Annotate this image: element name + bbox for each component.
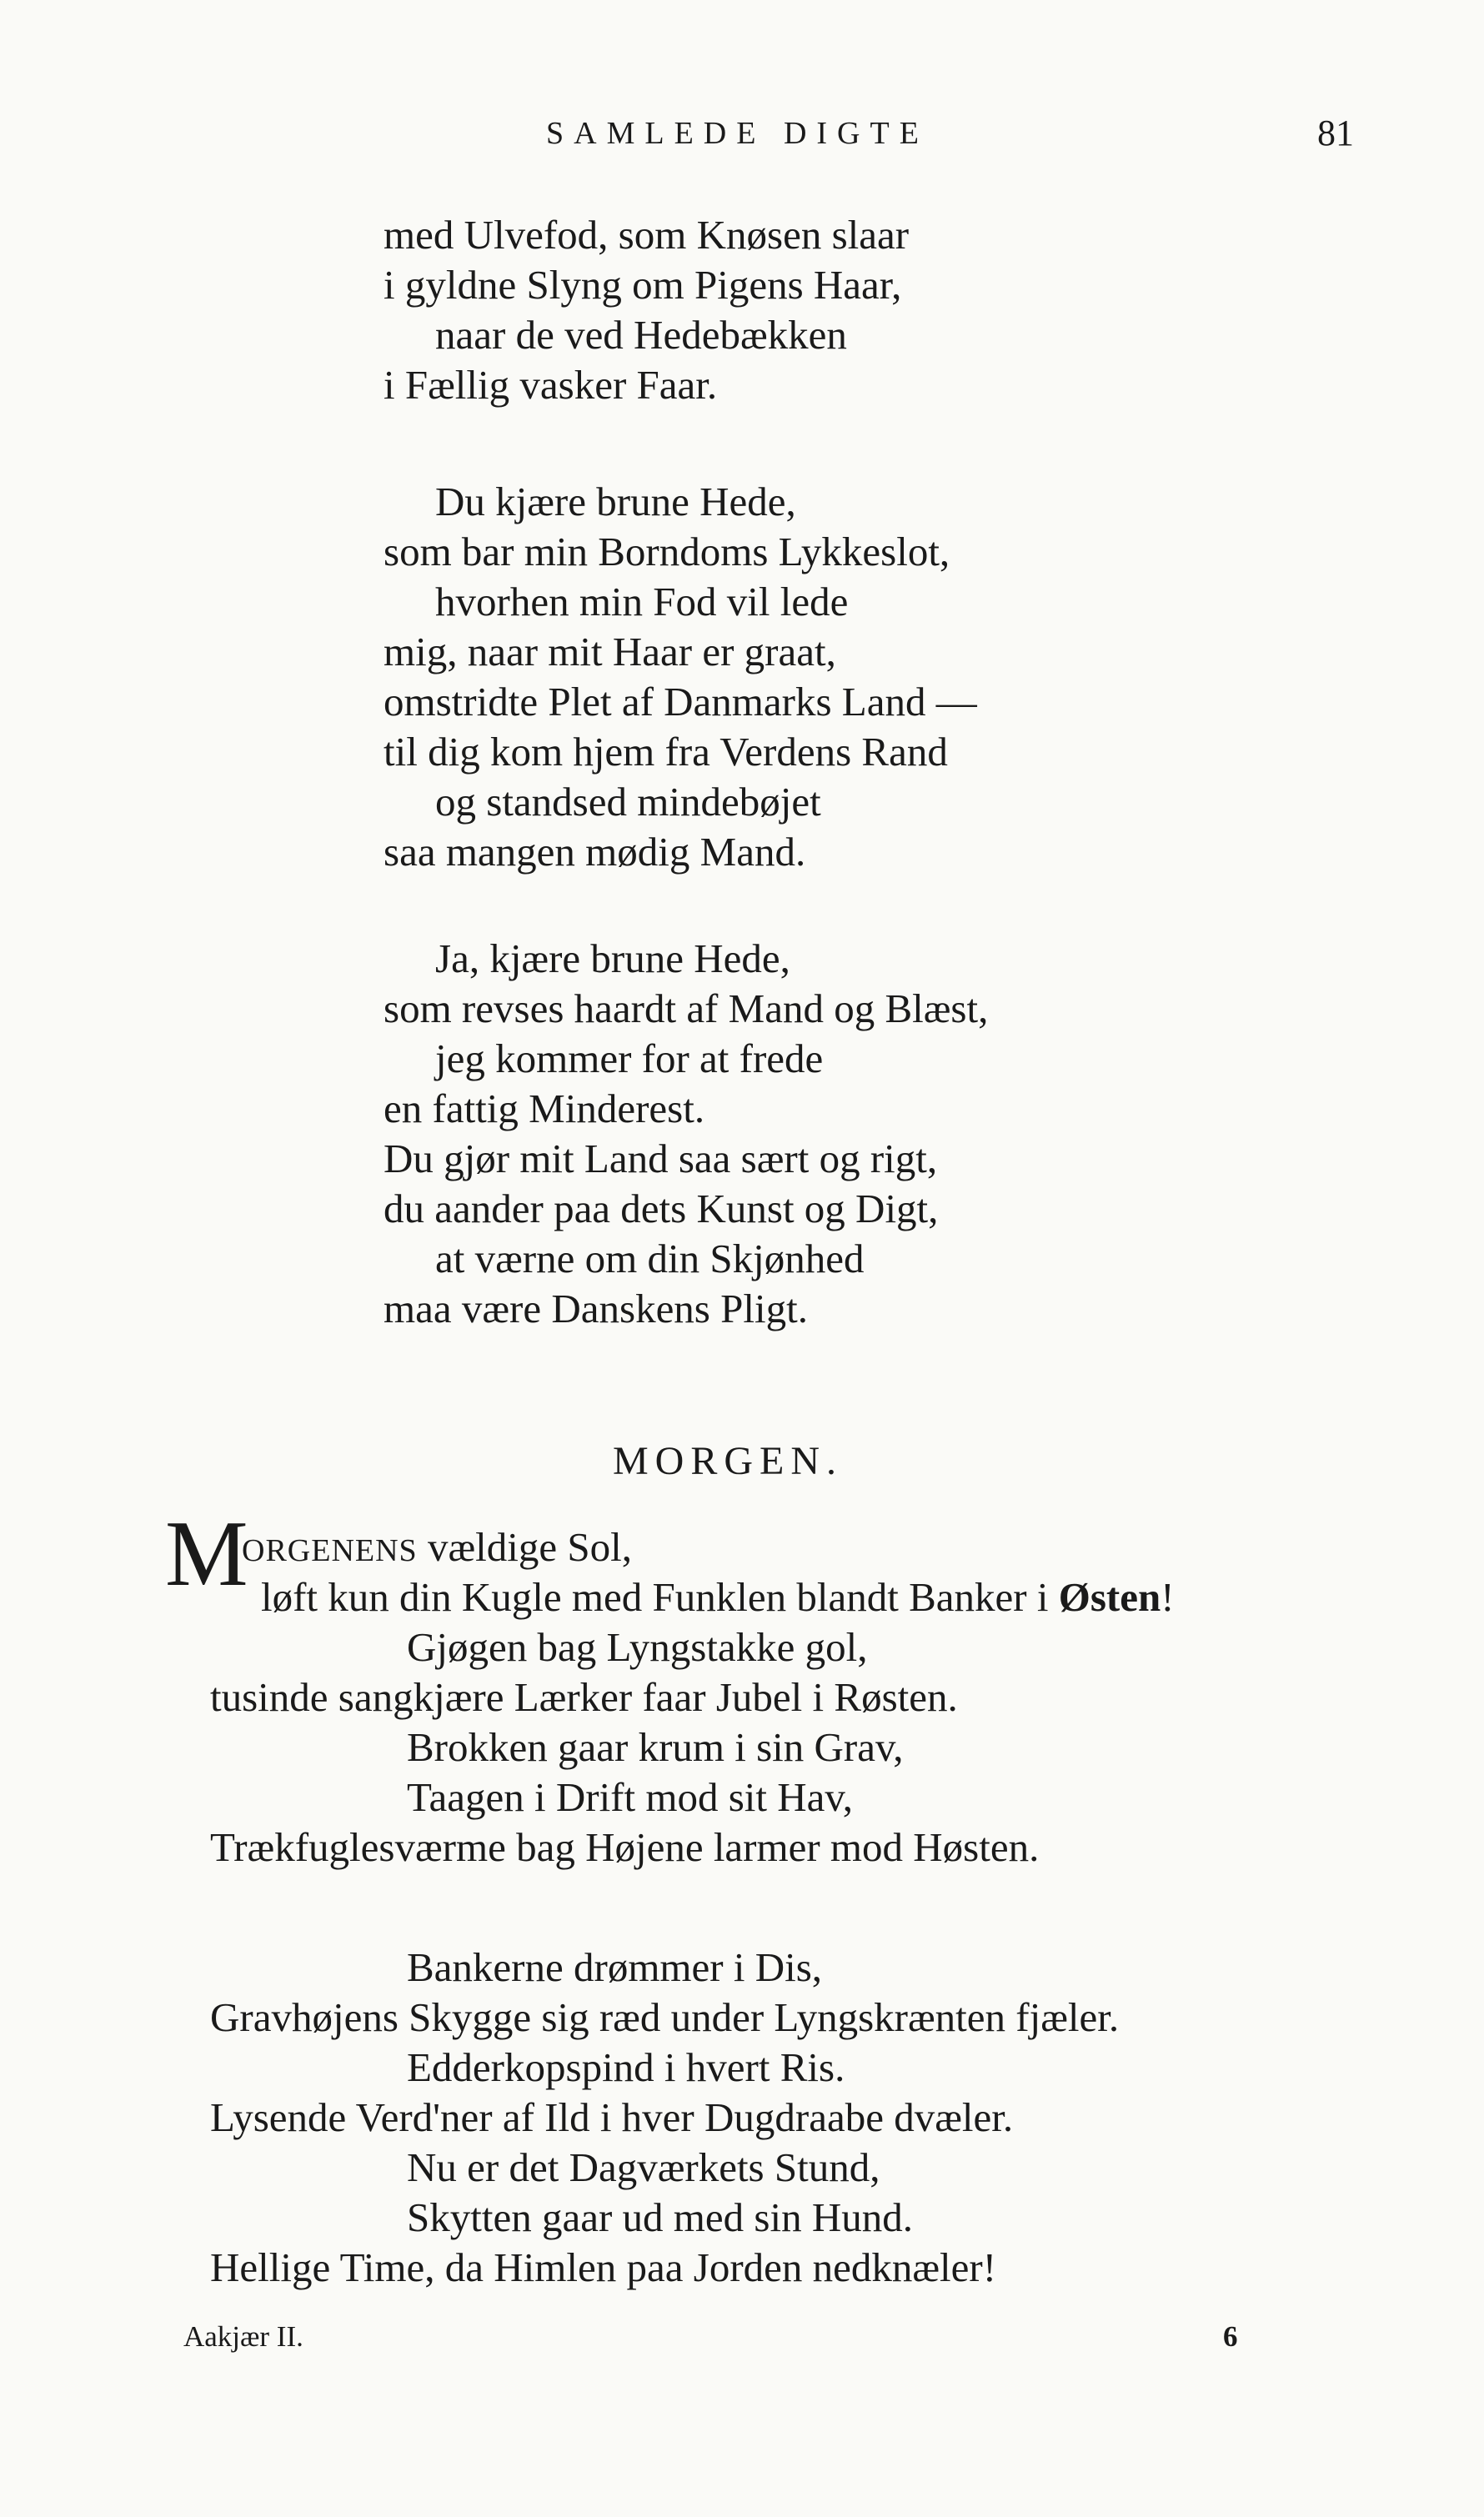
poem-line: Skytten gaar ud med sin Hund.	[407, 2194, 913, 2240]
poem-line: at værne om din Skjønhed	[435, 1236, 865, 1281]
poem-line: naar de ved Hedebækken	[435, 312, 847, 358]
poem-line: Gjøgen bag Lyngstakke gol,	[407, 1624, 868, 1670]
first-word-small-caps: ORGENENS	[242, 1533, 418, 1568]
poem-line: Bankerne drømmer i Dis,	[407, 1944, 823, 1990]
poem-line: Nu er det Dagværkets Stund,	[407, 2144, 880, 2190]
poem-line: Hellige Time, da Himlen paa Jorden nedknæler!	[210, 2244, 997, 2290]
line-text: løft kun din Kugle med Funklen blandt Banker i	[261, 1574, 1059, 1620]
bold-word: Østen	[1058, 1574, 1161, 1620]
footer-signature: Aakjær II.	[183, 2320, 303, 2353]
poem-line: maa være Danskens Pligt.	[384, 1286, 808, 1331]
poem-line: Ja, kjære brune Hede,	[435, 935, 790, 981]
poem-line: Trækfuglesværme bag Højene larmer mod Høsten.	[210, 1824, 1040, 1870]
poem-line: en fattig Minderest.	[384, 1086, 705, 1131]
poem-line-first	[242, 1522, 632, 1572]
poem-line: Gravhøjens Skygge sig ræd under Lyngskrænten fjæler.	[210, 1994, 1120, 2040]
poem-line: Taagen i Drift mod sit Hav,	[407, 1774, 853, 1820]
poem-line: i gyldne Slyng om Pigens Haar,	[384, 262, 902, 308]
drop-cap: M	[165, 1502, 248, 1606]
poem-line: saa mangen mødig Mand.	[384, 829, 806, 875]
poem-title: MORGEN.	[613, 1439, 844, 1483]
poem-line: mig, naar mit Haar er graat,	[384, 629, 836, 674]
running-head	[0, 115, 1484, 165]
poem-line: som revses haardt af Mand og Blæst,	[384, 985, 989, 1031]
poem-line: jeg kommer for at frede	[435, 1035, 824, 1081]
poem-line: i Fællig vasker Faar.	[384, 362, 718, 408]
poem-line: du aander paa dets Kunst og Digt,	[384, 1186, 939, 1231]
poem-line: omstridte Plet af Danmarks Land —	[384, 679, 977, 725]
poem-line: tusinde sangkjære Lærker faar Jubel i Røsten.	[210, 1674, 958, 1720]
poem-line: med Ulvefod, som Knøsen slaar	[384, 212, 910, 258]
poem-line: til dig kom hjem fra Verdens Rand	[384, 729, 948, 775]
page-number: 81	[1317, 113, 1354, 153]
line-punct: !	[1161, 1574, 1175, 1620]
poem-line: Lysende Verd'ner af Ild i hver Dugdraabe dvæler.	[210, 2094, 1014, 2140]
sheet-mark: 6	[1223, 2320, 1238, 2353]
poem-line: Du gjør mit Land saa sært og rigt,	[384, 1136, 938, 1181]
poem-line: som bar min Borndoms Lykkeslot,	[384, 529, 950, 574]
poem-line: Edderkopspind i hvert Ris.	[407, 2044, 845, 2090]
first-line-rest: vældige Sol,	[417, 1524, 632, 1570]
poem-line: og standsed mindebøjet	[435, 779, 821, 825]
running-title: SAMLEDE DIGTE	[546, 116, 929, 151]
poem-line	[261, 1572, 1175, 1622]
poem-line: Brokken gaar krum i sin Grav,	[407, 1724, 904, 1770]
poem-line: Du kjære brune Hede,	[435, 479, 796, 524]
poem-line: hvorhen min Fod vil lede	[435, 579, 849, 624]
